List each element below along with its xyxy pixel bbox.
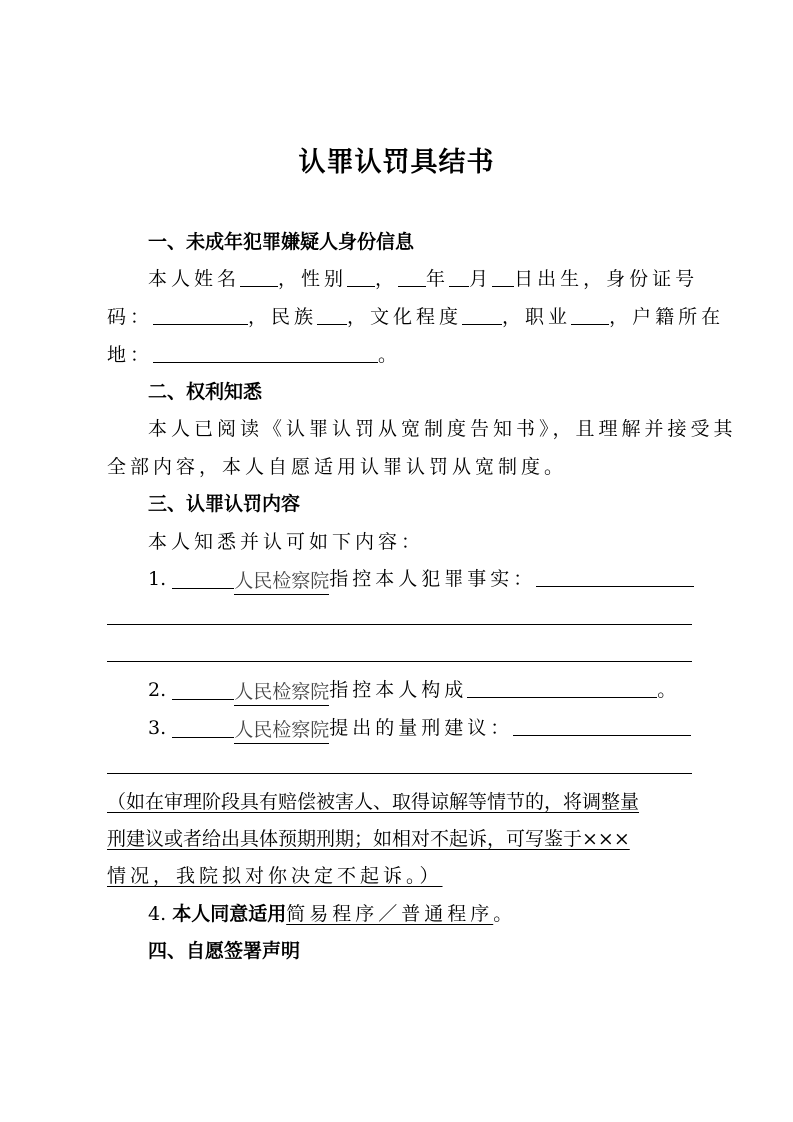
note-text-3: 情况，我院拟对你决定不起诉。） xyxy=(107,865,443,887)
label-ethnicity: ，民族 xyxy=(248,306,318,328)
note-line-3 xyxy=(107,863,443,889)
note-text-1: （如在审理阶段具有赔偿被害人、取得谅解等情节的，将调整量 xyxy=(107,791,640,813)
item-2-charge-blank[interactable] xyxy=(467,677,657,698)
item-1-text: 指控本人犯罪事实： xyxy=(329,568,537,590)
item-1-procuratorate-blank[interactable] xyxy=(172,568,234,589)
item-3-procuratorate-blank[interactable] xyxy=(172,717,234,738)
sentence-line-2[interactable] xyxy=(107,773,692,774)
label-id-code: 码： xyxy=(107,306,154,328)
item-2-procuratorate-blank[interactable] xyxy=(172,679,234,700)
label-year: 年 xyxy=(426,268,450,290)
item-4-end: 。 xyxy=(493,903,513,925)
birth-month-blank[interactable] xyxy=(449,266,469,287)
item-2-end: 。 xyxy=(657,679,677,701)
section-4-heading: 四、自愿签署声明 xyxy=(148,940,301,962)
item-2-text: 指控本人构成 xyxy=(329,679,468,701)
label-household: ，户籍所在 xyxy=(609,306,725,328)
item-2-procuratorate xyxy=(234,679,329,706)
item-3-text: 提出的量刑建议： xyxy=(329,717,514,739)
item-4-agree: 本人同意适用 xyxy=(172,903,287,925)
birth-day-blank[interactable] xyxy=(492,266,514,287)
label-month: 月 xyxy=(469,268,493,290)
item-1-procuratorate-name: 人民检察院 xyxy=(234,570,330,592)
item-2 xyxy=(148,677,676,706)
content-intro: 本人知悉并认可如下内容： xyxy=(148,531,425,553)
occupation-blank[interactable] xyxy=(571,304,609,325)
item-1-number: 1. xyxy=(148,568,167,590)
note-line-2 xyxy=(107,826,630,852)
item-2-number: 2. xyxy=(148,679,167,701)
section-3-heading: 三、认罪认罚内容 xyxy=(148,493,301,515)
item-3-number: 3. xyxy=(148,717,167,739)
identity-line-1 xyxy=(148,266,698,292)
identity-line-2 xyxy=(107,304,724,330)
item-4 xyxy=(148,901,512,927)
item-3-procuratorate-name: 人民检察院 xyxy=(234,719,330,741)
item-4-number: 4. xyxy=(148,903,167,925)
birth-year-blank[interactable] xyxy=(398,266,426,287)
gender-blank[interactable] xyxy=(347,266,375,287)
section-2-heading: 二、权利知悉 xyxy=(148,381,263,403)
label-occupation: ，职业 xyxy=(502,306,572,328)
rights-paragraph-line-2: 全部内容，本人自愿适用认罪认罚从宽制度。 xyxy=(107,456,568,478)
label-education: ，文化程度 xyxy=(347,306,463,328)
facts-line-2[interactable] xyxy=(107,624,692,625)
item-1-facts-blank[interactable] xyxy=(536,566,694,587)
facts-line-3[interactable] xyxy=(107,661,692,662)
separator-comma: ， xyxy=(375,268,399,290)
id-number-blank[interactable] xyxy=(153,304,248,325)
label-name: 本人姓名 xyxy=(148,268,241,290)
residence-end: 。 xyxy=(378,344,402,366)
item-2-procuratorate-name: 人民检察院 xyxy=(234,681,330,703)
item-3-sentence-blank[interactable] xyxy=(513,715,691,736)
label-residence: 地： xyxy=(107,344,154,366)
name-blank[interactable] xyxy=(240,266,278,287)
item-3-procuratorate xyxy=(234,717,329,744)
residence-blank[interactable] xyxy=(153,342,378,363)
education-blank[interactable] xyxy=(462,304,502,325)
note-text-2: 刑建议或者给出具体预期刑期；如相对不起诉，可写鉴于××× xyxy=(107,828,630,850)
ethnicity-blank[interactable] xyxy=(317,304,347,325)
note-line-1 xyxy=(107,789,639,815)
identity-line-3 xyxy=(107,342,401,368)
label-gender: ，性别 xyxy=(278,268,348,290)
label-birth-id: 日出生，身份证号 xyxy=(514,268,699,290)
item-3 xyxy=(148,715,691,744)
item-1 xyxy=(148,566,694,595)
document-title: 认罪认罚具结书 xyxy=(298,147,495,178)
rights-paragraph-line-1: 本人已阅读《认罪认罚从宽制度告知书》，且理解并接受其 xyxy=(148,418,737,440)
procedure-option[interactable]: 简易程序／普通程序 xyxy=(286,903,494,925)
section-1-heading: 一、未成年犯罪嫌疑人身份信息 xyxy=(148,231,415,253)
item-1-procuratorate xyxy=(234,568,329,595)
